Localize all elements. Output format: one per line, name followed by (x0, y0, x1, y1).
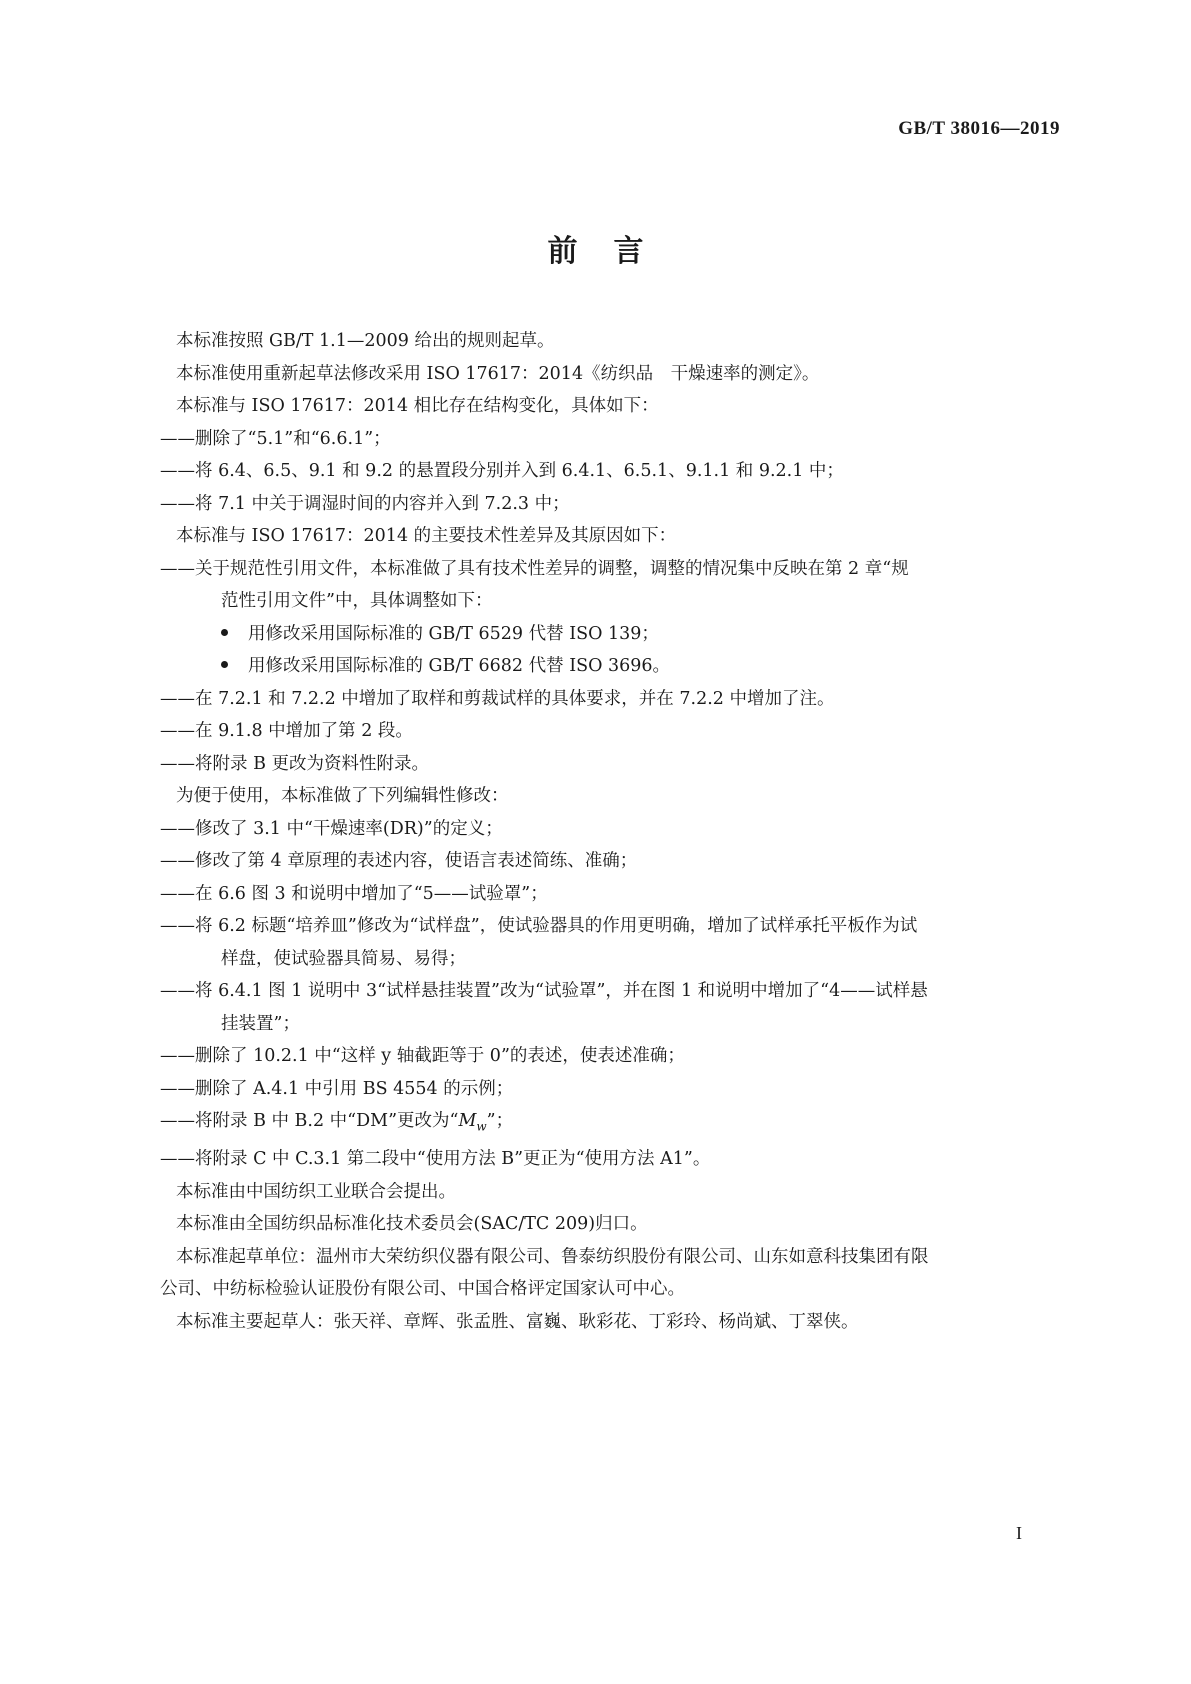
symbol-mw (458, 1111, 487, 1134)
page-number: I (1016, 1523, 1022, 1543)
paragraph: 本标准与 ISO 17617：2014 相比存在结构变化，具体如下： (176, 396, 659, 416)
paragraph: 本标准与 ISO 17617：2014 的主要技术性差异及其原因如下： (176, 526, 677, 546)
paragraph: 本标准主要起草人：张天祥、章辉、张孟胜、富巍、耿彩花、丁彩玲、杨尚斌、丁翠侠。 (176, 1311, 859, 1332)
list-item: ——在 7.2.1 和 7.2.2 中增加了取样和剪裁试样的具体要求，并在 7.2.2 中增加了注。 (160, 688, 835, 709)
bullet-text: 用修改采用国际标准的 GB/T 6682 代替 ISO 3696。 (248, 656, 671, 676)
list-item: ——将附录 C 中 C.3.1 第二段中“使用方法 B”更正为“使用方法 A1”。 (160, 1149, 711, 1169)
text-segment: ”； (486, 1111, 514, 1131)
list-item: ——修改了第 4 章原理的表述内容，使语言表述简练、准确； (160, 851, 638, 871)
list-item: ——删除了 10.2.1 中“这样 y 轴截距等于 0”的表述，使表述准确； (160, 1046, 685, 1066)
list-item: ——删除了“5.1”和“6.6.1”； (160, 428, 391, 449)
list-item: ——将 7.1 中关于调湿时间的内容并入到 7.2.3 中； (160, 493, 570, 514)
paragraph: 本标准按照 GB/T 1.1—2009 给出的规则起草。 (176, 331, 555, 351)
paragraph: 本标准由中国纺织工业联合会提出。 (176, 1181, 456, 1202)
symbol-m: M (458, 1111, 477, 1131)
bullet-item (160, 618, 1065, 651)
foreword-body (160, 325, 1065, 1338)
list-item: ——关于规范性引用文件，本标准做了具有技术性差异的调整，调整的情况集中反映在第 2 章“规 (160, 558, 909, 579)
list-item: ——修改了 3.1 中“干燥速率(DR)”的定义； (160, 818, 503, 839)
paragraph: 为便于使用，本标准做了下列编辑性修改： (176, 786, 509, 806)
list-item-continuation: 范性引用文件”中，具体调整如下： (221, 591, 493, 611)
list-item: ——删除了 A.4.1 中引用 BS 4554 的示例； (160, 1078, 514, 1099)
list-item: ——将 6.4、6.5、9.1 和 9.2 的悬置段分别并入到 6.4.1、6.5.1、9.1.1 和 9.2.1 中； (160, 461, 844, 481)
standard-number: GB/T 38016—2019 (898, 118, 1060, 139)
bullet-item (160, 650, 1065, 683)
bullet-icon (221, 629, 228, 636)
list-item: ——将附录 B 更改为资料性附录。 (160, 753, 429, 774)
bullet-text: 用修改采用国际标准的 GB/T 6529 代替 ISO 139； (248, 623, 659, 644)
paragraph-continuation: 公司、中纺标检验认证股份有限公司、中国合格评定国家认可中心。 (160, 1279, 685, 1299)
list-item: ——将 6.2 标题“培养皿”修改为“试样盘”，使试验器具的作用更明确，增加了试样承托平板作为试 (160, 916, 918, 936)
bullet-icon (221, 661, 228, 668)
text-segment: ——将附录 B 中 B.2 中“DM”更改为“ (160, 1111, 459, 1131)
list-item: ——在 9.1.8 中增加了第 2 段。 (160, 721, 413, 741)
list-item (160, 1105, 1065, 1143)
paragraph: 本标准使用重新起草法修改采用 ISO 17617：2014《纺织品 干燥速率的测定》。 (176, 363, 820, 384)
paragraph: 本标准由全国纺织品标准化技术委员会(SAC/TC 209)归口。 (176, 1214, 648, 1234)
page-title: 前言 (547, 234, 680, 269)
list-item-continuation: 样盘，使试验器具简易、易得； (221, 948, 466, 969)
paragraph: 本标准起草单位：温州市大荣纺织仪器有限公司、鲁泰纺织股份有限公司、山东如意科技集团有限 (176, 1246, 929, 1267)
list-item-continuation: 挂装置”； (221, 1013, 300, 1034)
symbol-subscript: w (476, 1119, 487, 1134)
list-item: ——在 6.6 图 3 和说明中增加了“5——试验罩”； (160, 883, 548, 904)
list-item: ——将 6.4.1 图 1 说明中 3“试样悬挂装置”改为“试验罩”，并在图 1 和说明中增加了“4——试样悬 (160, 981, 928, 1001)
